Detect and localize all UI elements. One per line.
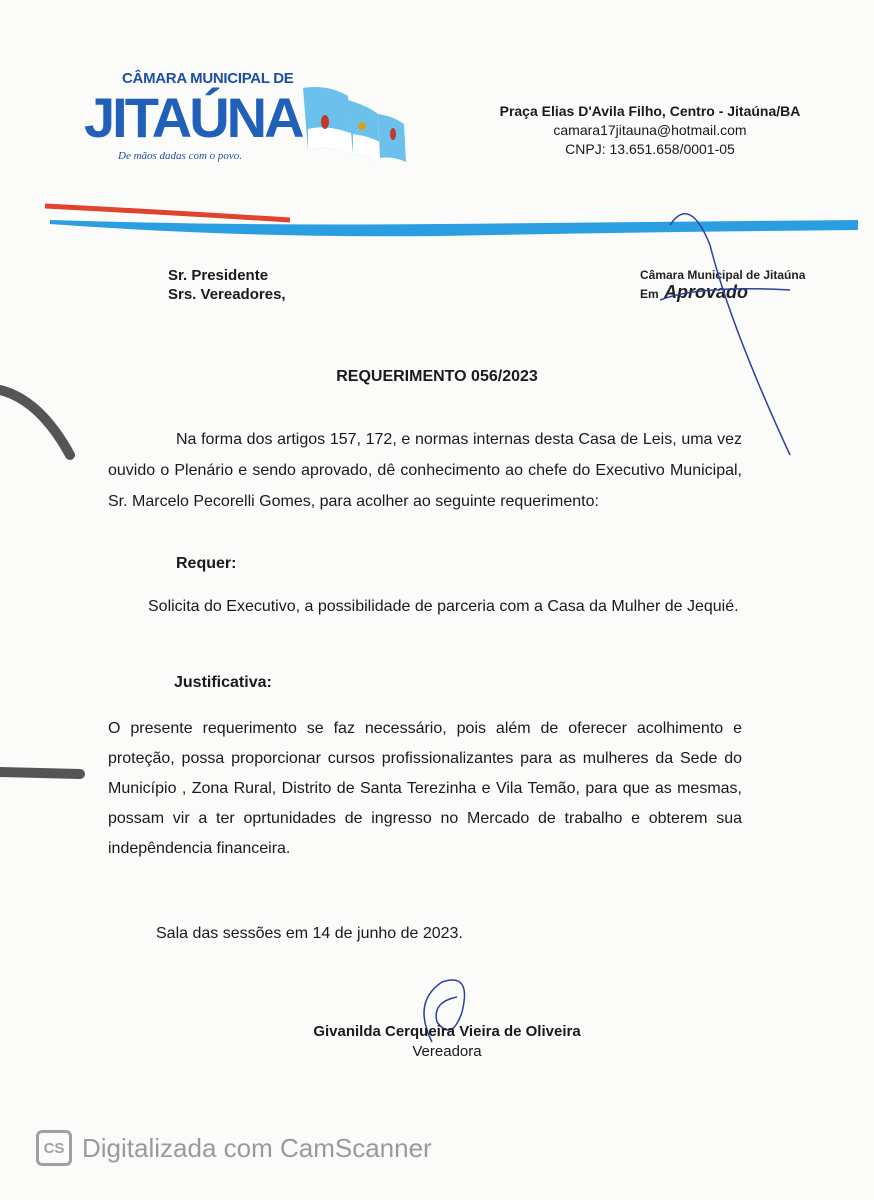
org-name-top: CÂMARA MUNICIPAL DE: [122, 70, 294, 87]
org-slogan: De mãos dadas com o povo.: [118, 150, 243, 162]
request-text: Solicita do Executivo, a possibilidade de parceria com a Casa da Mulher de Jequié.: [148, 598, 739, 615]
stamp-org: Câmara Municipal de Jitaúna: [640, 268, 806, 282]
flag-icon: [298, 84, 408, 164]
org-cnpj: CNPJ: 13.651.658/0001-05: [565, 141, 735, 157]
signer-role: Vereadora: [412, 1043, 482, 1060]
salutation-president: Sr. Presidente: [168, 267, 269, 284]
justification-text: O presente requerimento se faz necessário, pois além de oferecer acolhimento e proteção, possa proporcionar cursos profissionalizantes para as mulheres da Sede do Município , Zona Rural, Distrito de Santa Terezinha e Vila Temão, para que as mesmas, possam vir a ter oprtunidades de ingresso no Mercado de trabalho e obterem sua indepêndencia financeira.: [108, 720, 742, 857]
watermark-label: Digitalizada com CamScanner: [82, 1132, 432, 1163]
intro-paragraph: Na forma dos artigos 157, 172, e normas internas desta Casa de Leis, uma vez ouvido o Plenário e sendo aprovado, dê conhecimento ao chefe do Executivo Municipal, Sr. Marcelo Pecorelli Gomes, para acolher ao seguinte requerimento:: [108, 431, 742, 510]
stamp-prefix: Em: [640, 287, 659, 301]
signer-name: Givanilda Cerqueira Vieira de Oliveira: [313, 1023, 581, 1040]
org-name-logo: JITAÚNA: [84, 86, 302, 149]
camscanner-icon: [36, 1130, 72, 1166]
salutation-councilors: Srs. Vereadores,: [168, 286, 286, 303]
closing-line: Sala das sessões em 14 de junho de 2023.: [156, 925, 463, 942]
salutation: [168, 266, 286, 304]
request-heading: Requer:: [176, 555, 237, 572]
org-address: Praça Elias D'Avila Filho, Centro - Jitaúna/BA: [499, 103, 801, 119]
scanner-watermark: [36, 1130, 432, 1166]
justification-heading: Justificativa:: [174, 674, 272, 691]
letterhead-contact: [470, 102, 830, 159]
document-title: REQUERIMENTO 056/2023: [336, 368, 538, 385]
stamp-status: Aprovado: [664, 282, 749, 302]
org-email: camara17jitauna@hotmail.com: [553, 122, 747, 138]
camscanner-icon-text: CS: [43, 1139, 65, 1157]
